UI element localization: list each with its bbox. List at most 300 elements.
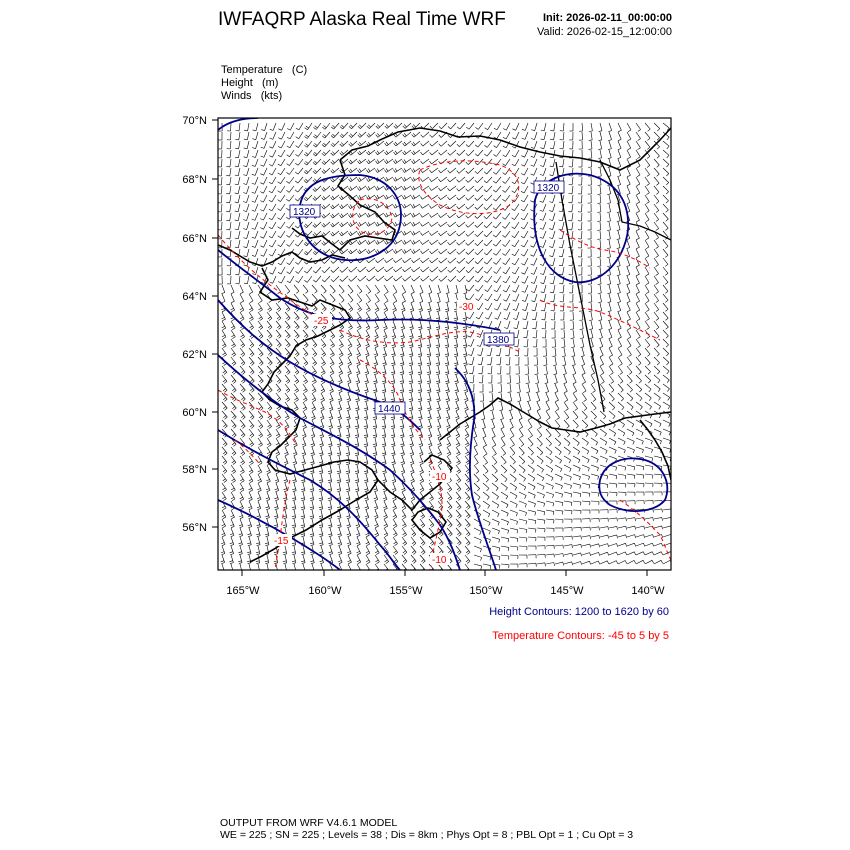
wind-barb (357, 344, 360, 346)
wind-barb (313, 271, 316, 273)
wind-barb (450, 195, 456, 200)
wind-barb (524, 177, 528, 184)
wind-barb (447, 303, 449, 311)
wind-barb (365, 500, 368, 501)
wind-barb (243, 229, 246, 230)
wind-barb (366, 308, 369, 310)
wind-barb (247, 249, 249, 257)
wind-barb (422, 222, 429, 226)
wind-barb (626, 248, 629, 249)
wind-barb (563, 267, 564, 275)
wind-barb (634, 467, 635, 470)
wind-barb (349, 144, 351, 147)
wind-barb (495, 471, 498, 473)
wind-barb (667, 389, 669, 392)
wind-barb (400, 426, 403, 427)
wind-barb (263, 186, 267, 193)
wind-barb (394, 126, 396, 128)
wind-barb (223, 389, 226, 391)
wind-barb (609, 303, 611, 311)
wind-barb (600, 339, 603, 347)
wind-barb (609, 276, 611, 284)
wind-barb (295, 199, 298, 201)
wind-barb (357, 383, 360, 384)
wind-barb (374, 383, 377, 384)
wind-barb (555, 393, 559, 400)
wind-barb (441, 168, 447, 173)
wind-barb (432, 159, 438, 164)
wind-barb (393, 375, 395, 383)
wind-barb (647, 328, 650, 330)
wind-barb (268, 335, 271, 337)
wind-barb (501, 420, 504, 427)
wind-barb (564, 375, 567, 383)
wind-barb (484, 235, 487, 237)
wind-barb (504, 471, 507, 474)
wind-barb (290, 123, 294, 130)
wind-barb (484, 172, 487, 174)
wind-barb (316, 276, 321, 282)
wind-barb (304, 335, 307, 337)
wind-barb (319, 482, 322, 483)
wind-barb (296, 137, 299, 139)
wind-barb (550, 265, 553, 266)
wind-barb (564, 383, 567, 384)
wind-barb (264, 132, 267, 140)
wind-barb (636, 267, 639, 274)
wind-barb (322, 353, 325, 355)
wind-barb (264, 159, 267, 166)
wind-barb (330, 438, 332, 446)
wind-barb (357, 483, 359, 491)
wind-barb (333, 291, 336, 293)
wind-barb (270, 282, 273, 283)
wind-barb (445, 390, 448, 391)
wind-barb (295, 389, 298, 391)
wind-barb (457, 497, 460, 499)
wind-barb (445, 363, 448, 364)
wind-barb (346, 464, 350, 465)
wind-barb (285, 416, 288, 418)
wind-barb (449, 489, 452, 491)
wind-barb (659, 415, 661, 418)
wind-barb (348, 373, 351, 374)
wind-barb (522, 129, 525, 130)
wind-barb (288, 363, 291, 365)
wind-barb (267, 321, 272, 327)
wind-barb (232, 310, 235, 312)
wind-barb (437, 329, 440, 330)
wind-barb (260, 436, 263, 438)
wind-barb (314, 161, 317, 163)
wind-barb (313, 409, 316, 411)
wind-barb (531, 139, 534, 140)
wind-barb (392, 497, 395, 499)
wind-barb (563, 123, 564, 131)
wind-barb (585, 426, 587, 429)
wind-barb (472, 348, 475, 356)
wind-barb (599, 320, 602, 321)
wind-barb (278, 418, 281, 420)
wind-barb (637, 157, 640, 159)
wind-barb (328, 453, 331, 454)
wind-barb (428, 419, 431, 420)
wind-barb (342, 300, 345, 302)
wind-barb (366, 170, 368, 173)
wind-barb (267, 312, 272, 318)
wind-barb (414, 276, 420, 281)
wind-barb (235, 139, 238, 140)
wind-barb (350, 169, 352, 172)
wind-barb (609, 204, 611, 212)
wind-barb (521, 182, 524, 184)
wind-barb (543, 240, 546, 248)
wind-barb (457, 470, 460, 472)
wind-barb (242, 463, 245, 465)
wind-barb (355, 417, 358, 418)
wind-barb (580, 329, 584, 330)
wind-barb (332, 196, 334, 199)
wind-barb (411, 402, 413, 410)
wind-barb (241, 319, 244, 321)
wind-barb (573, 420, 579, 426)
wind-barb (383, 473, 386, 474)
wind-barb (369, 267, 375, 272)
wind-barb (267, 481, 270, 482)
wind-barb (338, 419, 341, 420)
wind-barb (365, 381, 368, 382)
wind-barb (324, 168, 330, 174)
wind-barb (393, 420, 395, 428)
wind-barb (277, 308, 280, 310)
wind-barb (544, 285, 546, 293)
wind-barb (401, 336, 404, 337)
wind-barb (459, 177, 465, 182)
wind-barb (627, 266, 630, 267)
wind-barb (466, 145, 469, 147)
wind-barb (420, 470, 423, 472)
wind-barb (576, 426, 579, 428)
wind-barb (607, 275, 610, 276)
wind-barb (402, 251, 404, 254)
wind-barb (636, 321, 640, 328)
wind-barb (421, 161, 423, 164)
wind-barb (252, 156, 255, 157)
wind-barb (428, 428, 431, 429)
wind-barb (393, 447, 395, 455)
wind-barb (299, 123, 303, 130)
wind-barb (485, 128, 488, 130)
wind-barb (532, 328, 536, 329)
wind-barb (226, 211, 230, 212)
wind-barb (341, 151, 343, 154)
wind-barb (238, 195, 240, 203)
wind-barb (260, 408, 263, 410)
wind-barb (261, 354, 264, 356)
wind-barb (591, 447, 598, 451)
wind-barb (663, 438, 671, 441)
wind-barb (316, 159, 322, 165)
wind-barb (374, 489, 377, 490)
wind-barb (487, 186, 493, 192)
wind-barb (275, 480, 278, 481)
wind-barb (445, 345, 448, 346)
wind-barb (519, 474, 526, 479)
wind-barb (464, 338, 467, 339)
wind-barb (656, 192, 659, 194)
wind-barb (482, 428, 485, 429)
wind-barb (375, 308, 378, 310)
wind-barb (393, 429, 395, 437)
wind-barb (532, 319, 535, 320)
wind-barb (386, 240, 388, 243)
wind-barb (358, 317, 361, 319)
wind-barb (231, 292, 234, 293)
wind-barb (323, 223, 325, 226)
wind-barb (621, 390, 624, 392)
wind-barb (226, 238, 230, 239)
wind-barb (487, 195, 493, 201)
wind-barb (314, 127, 317, 129)
wind-barb (448, 488, 451, 490)
wind-barb (667, 380, 669, 383)
wind-barb (231, 384, 236, 390)
wind-barb (404, 204, 406, 207)
wind-barb (303, 285, 308, 291)
wind-barb (447, 427, 450, 428)
wind-barb (240, 366, 245, 372)
wind-barb (591, 285, 592, 293)
wind-barb (340, 355, 343, 357)
wind-barb (418, 374, 422, 375)
wind-barb (515, 496, 517, 499)
wind-barb (663, 384, 670, 389)
wind-barb (600, 420, 606, 425)
wind-barb (519, 465, 525, 470)
wind-barb (572, 177, 573, 185)
wind-barb (562, 222, 564, 230)
wind-barb (618, 130, 621, 131)
wind-barb (429, 303, 431, 311)
wind-barb (528, 429, 533, 436)
wind-barb (477, 168, 483, 174)
wind-barb (249, 375, 254, 381)
wind-barb (292, 489, 295, 490)
wind-barb (553, 240, 555, 248)
wind-barb (411, 292, 414, 294)
wind-barb (525, 123, 528, 131)
wind-barb (497, 276, 501, 283)
wind-barb (393, 241, 395, 244)
wind-barb (295, 235, 298, 237)
wind-barb (383, 383, 386, 384)
wind-barb (337, 426, 340, 427)
wind-barb (544, 374, 547, 375)
wind-barb (293, 491, 296, 492)
wind-barb (235, 220, 238, 221)
wind-barb (421, 260, 423, 263)
wind-barb (532, 470, 534, 473)
wind-barb (368, 186, 370, 189)
wind-barb (645, 447, 653, 450)
wind-barb (252, 408, 255, 410)
wind-barb (522, 138, 525, 139)
wind-barb (656, 220, 659, 222)
wind-barb (239, 132, 240, 140)
wind-barb (241, 452, 244, 454)
wind-barb (512, 272, 515, 274)
wind-barb (410, 444, 413, 445)
wind-barb (616, 484, 617, 488)
wind-barb (360, 141, 366, 146)
wind-barb (232, 371, 235, 373)
wind-barb (487, 150, 492, 156)
wind-barb (288, 318, 291, 320)
wind-barb (624, 442, 626, 445)
wind-barb (518, 401, 521, 402)
wind-barb (518, 348, 519, 356)
wind-barb (646, 283, 649, 285)
wind-barb (322, 362, 325, 364)
wind-barb (429, 384, 431, 392)
wind-barb (402, 223, 404, 226)
wind-barb (488, 303, 492, 310)
wind-barb (222, 497, 225, 499)
wind-barb (571, 494, 572, 497)
wind-barb (240, 384, 245, 390)
wind-barb (465, 348, 467, 356)
wind-barb (420, 233, 422, 236)
wind-barb (314, 197, 316, 200)
wind-barb (230, 231, 231, 239)
wind-barb (355, 464, 358, 465)
wind-barb (383, 446, 386, 447)
wind-barb (513, 300, 516, 301)
wind-barb (469, 285, 474, 291)
wind-barb (366, 420, 368, 428)
wind-barb (502, 235, 505, 237)
wind-barb (232, 470, 235, 472)
wind-barb (391, 390, 394, 391)
wind-barb (447, 357, 449, 365)
wind-barb (249, 366, 254, 372)
wind-barb (568, 211, 571, 212)
wind-barb (478, 123, 483, 129)
wind-barb (456, 401, 459, 402)
wind-barb (657, 156, 660, 158)
wind-barb (448, 261, 450, 264)
wind-barb (438, 452, 441, 454)
wind-barb (394, 292, 397, 294)
wind-barb (259, 416, 262, 418)
wind-barb (234, 417, 237, 419)
wind-barb (492, 492, 499, 497)
wind-barb (404, 160, 406, 163)
wind-barb (591, 375, 595, 382)
wind-barb (331, 153, 333, 156)
wind-barb (357, 206, 359, 209)
wind-barb (307, 159, 312, 165)
wind-barb (278, 200, 281, 202)
wind-barb (646, 247, 649, 249)
wind-barb (255, 204, 258, 211)
wind-barb (252, 201, 255, 202)
wind-barb (666, 318, 669, 320)
wind-barb (374, 491, 377, 492)
wind-barb (669, 423, 671, 426)
wind-barb (305, 363, 308, 365)
wind-barb (591, 402, 596, 408)
wind-barb (268, 416, 271, 418)
wind-barb (446, 293, 449, 294)
wind-barb (420, 223, 422, 226)
wind-barb (338, 446, 341, 447)
wind-barb (618, 159, 621, 167)
wind-barb (578, 460, 580, 463)
wind-barb (514, 337, 517, 338)
wind-barb (358, 328, 361, 330)
wind-barb (359, 142, 361, 145)
wind-barb (269, 273, 272, 275)
wind-barb (349, 308, 352, 310)
wind-barb (496, 355, 499, 356)
wind-barb (582, 366, 585, 373)
wind-barb (269, 310, 272, 312)
wind-barb (627, 195, 630, 202)
wind-barb (281, 258, 285, 265)
wind-barb (510, 438, 515, 445)
wind-barb (469, 267, 475, 273)
wind-barb (572, 213, 573, 221)
wind-barb (608, 311, 611, 312)
wind-barb (304, 244, 307, 246)
wind-barb (231, 429, 236, 435)
wind-barb (573, 366, 576, 374)
wind-barb (320, 408, 323, 409)
wind-barb (636, 220, 639, 222)
wind-barb (402, 384, 404, 392)
wind-barb (232, 328, 235, 330)
wind-barb (472, 357, 474, 365)
wind-barb (627, 193, 630, 194)
wind-barb (248, 123, 249, 131)
wind-barb (279, 372, 282, 374)
wind-barb (241, 344, 244, 346)
wind-barb (423, 276, 429, 281)
wind-barb (386, 195, 388, 198)
wind-barb (395, 222, 397, 225)
wind-barb (517, 321, 519, 329)
wind-barb (333, 276, 339, 282)
wind-barb (543, 213, 546, 220)
wind-barb (483, 429, 486, 436)
wind-barb (395, 125, 397, 128)
wind-barb (465, 339, 467, 347)
wind-barb (320, 426, 323, 427)
wind-barb (427, 383, 430, 384)
wind-barb (647, 147, 650, 149)
wind-barb (231, 411, 236, 417)
wind-barb (364, 462, 367, 463)
wind-barb (305, 161, 308, 163)
wind-barb (474, 474, 479, 480)
wind-barb (328, 489, 331, 490)
wind-barb (295, 154, 298, 156)
wind-barb (637, 319, 640, 321)
wind-barb (295, 244, 298, 246)
wind-barb (286, 353, 289, 355)
wind-barb (368, 169, 370, 172)
